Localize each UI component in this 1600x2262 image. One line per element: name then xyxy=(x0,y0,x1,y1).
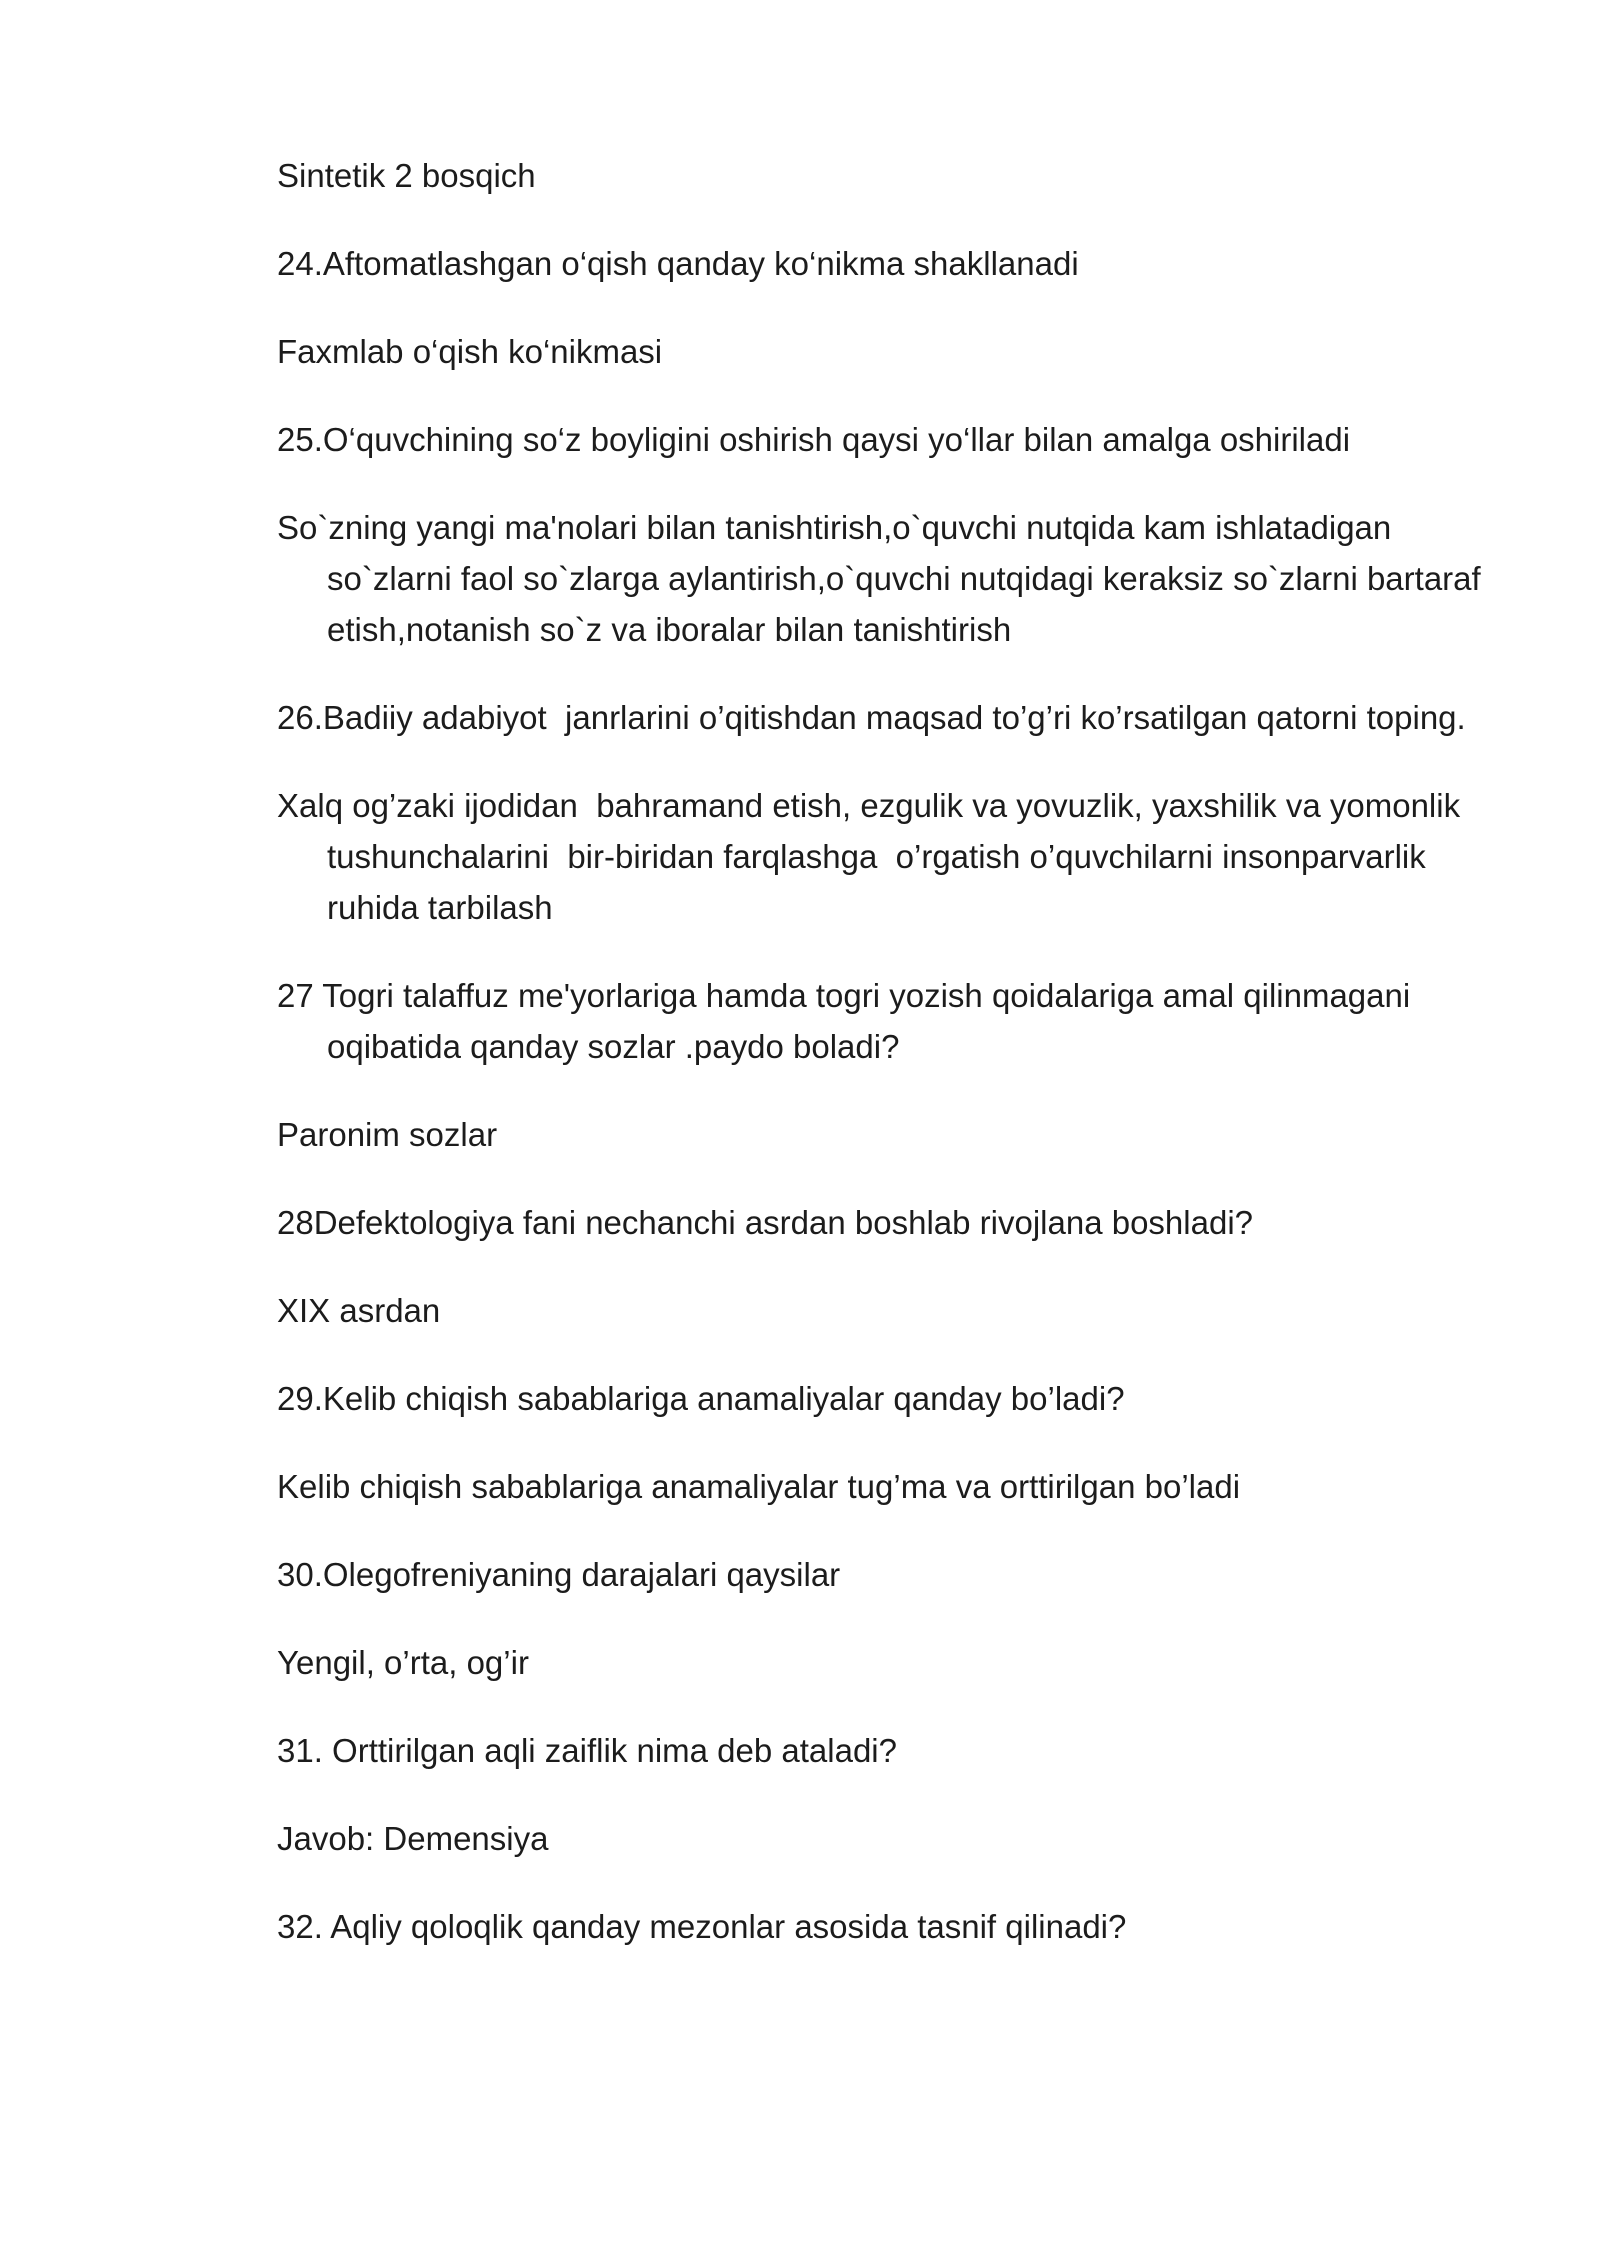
question-24: 24.Aftomatlashgan o‘qish qanday ko‘nikma shakllanadi xyxy=(277,245,1079,282)
answer-24: Faxmlab o‘qish ko‘nikmasi xyxy=(277,333,663,370)
answer-29: Kelib chiqish sabablariga anamaliyalar tug’ma va orttirilgan bo’ladi xyxy=(277,1468,1241,1505)
question-25: 25.O‘quvchining so‘z boyligini oshirish qaysi yo‘llar bilan amalga oshiriladi xyxy=(277,421,1351,458)
question-32: 32. Aqliy qoloqlik qanday mezonlar asosida tasnif qilinadi? xyxy=(277,1908,1127,1945)
question-30: 30.Olegofreniyaning darajalari qaysilar xyxy=(277,1556,841,1593)
question-31: 31. Orttirilgan aqli zaiflik nima deb ataladi? xyxy=(277,1732,897,1769)
document-body xyxy=(277,150,1507,1989)
question-26: 26.Badiiy adabiyot janrlarini o’qitishdan maqsad to’g’ri ko’rsatilgan qatorni toping. xyxy=(277,699,1466,736)
answer-25: So`zning yangi ma'nolari bilan tanishtirish,o`quvchi nutqida kam ishlatadigan so`zlarni faol so`zlarga aylantirish,o`quvchi nutqidagi keraksiz so`zlarni bartaraf etish,notanish so`z va iboralar bilan tanishtirish xyxy=(277,509,1490,648)
answer-31: Javob: Demensiya xyxy=(277,1820,549,1857)
answer-28: XIX asrdan xyxy=(277,1292,441,1329)
answer-27: Paronim sozlar xyxy=(277,1116,498,1153)
answer-30: Yengil, o’rta, og’ir xyxy=(277,1644,529,1681)
question-27: 27 Togri talaffuz me'yorlariga hamda togri yozish qoidalariga amal qilinmagani oqibatida qanday sozlar .paydo boladi? xyxy=(277,977,1420,1065)
answer-text: Sintetik 2 bosqich xyxy=(277,157,536,194)
question-28: 28Defektologiya fani nechanchi asrdan boshlab rivojlana boshladi? xyxy=(277,1204,1253,1241)
question-29: 29.Kelib chiqish sabablariga anamaliyalar qanday bo’ladi? xyxy=(277,1380,1125,1417)
answer-26: Xalq og’zaki ijodidan bahramand etish, ezgulik va yovuzlik, yaxshilik va yomonlik tushunchalarini bir-biridan farqlashga o’rgatish o’quvchilarni insonparvarlik ruhida tarbilash xyxy=(277,787,1470,926)
